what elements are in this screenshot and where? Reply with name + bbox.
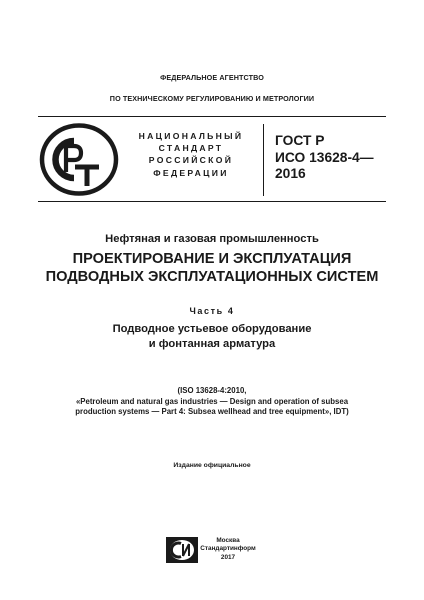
main-title <box>0 251 424 286</box>
main-title-line-2: ПОДВОДНЫХ ЭКСПЛУАТАЦИОННЫХ СИСТЕМ <box>45 268 379 285</box>
publisher-info <box>198 537 258 562</box>
gost-code-line-3: 2016 <box>275 166 306 181</box>
standartinform-logo-icon <box>166 537 198 563</box>
iso-reference-line-3: production systems — Part 4: Subsea wellhead and tree equipment», IDT) <box>75 407 349 417</box>
standard-vertical-divider <box>263 124 264 196</box>
gost-code <box>275 133 374 183</box>
national-line-3: РОССИЙСКОЙ <box>148 155 234 166</box>
subtitle: Нефтяная и газовая промышленность <box>105 233 319 245</box>
section-title-line-2: и фонтанная арматура <box>148 337 276 350</box>
gost-r-logo-icon <box>39 122 119 197</box>
header-divider-top <box>38 116 386 117</box>
agency-line-1: ФЕДЕРАЛЬНОЕ АГЕНТСТВО <box>160 73 264 82</box>
gost-code-line-1: ГОСТ Р <box>275 133 325 148</box>
section-title <box>0 322 424 351</box>
iso-reference <box>0 386 424 418</box>
iso-reference-line-2: «Petroleum and natural gas industries — Design and operation of subsea <box>75 396 349 406</box>
gost-code-line-2: ИСО 13628-4— <box>275 149 374 165</box>
main-title-line-1: ПРОЕКТИРОВАНИЕ И ЭКСПЛУАТАЦИЯ <box>72 251 352 267</box>
agency-line-2: ПО ТЕХНИЧЕСКОМУ РЕГУЛИРОВАНИЮ И МЕТРОЛОГИИ <box>109 94 315 103</box>
national-standard-label <box>132 130 250 179</box>
national-line-1: НАЦИОНАЛЬНЫЙ <box>138 131 244 141</box>
iso-reference-line-1: (ISO 13628-4:2010, <box>177 386 247 395</box>
national-line-4: ФЕДЕРАЦИИ <box>153 167 229 178</box>
header-divider-bottom <box>38 201 386 202</box>
national-line-2: СТАНДАРТ <box>158 143 224 154</box>
publisher-name: Стандартинформ <box>200 545 256 553</box>
publisher-city: Москва <box>216 537 240 544</box>
part-label: Часть 4 <box>189 306 235 316</box>
section-title-line-1: Подводное устьевое оборудование <box>112 323 312 335</box>
edition-label: Издание официальное <box>173 462 251 469</box>
publisher-year: 2017 <box>220 553 236 561</box>
